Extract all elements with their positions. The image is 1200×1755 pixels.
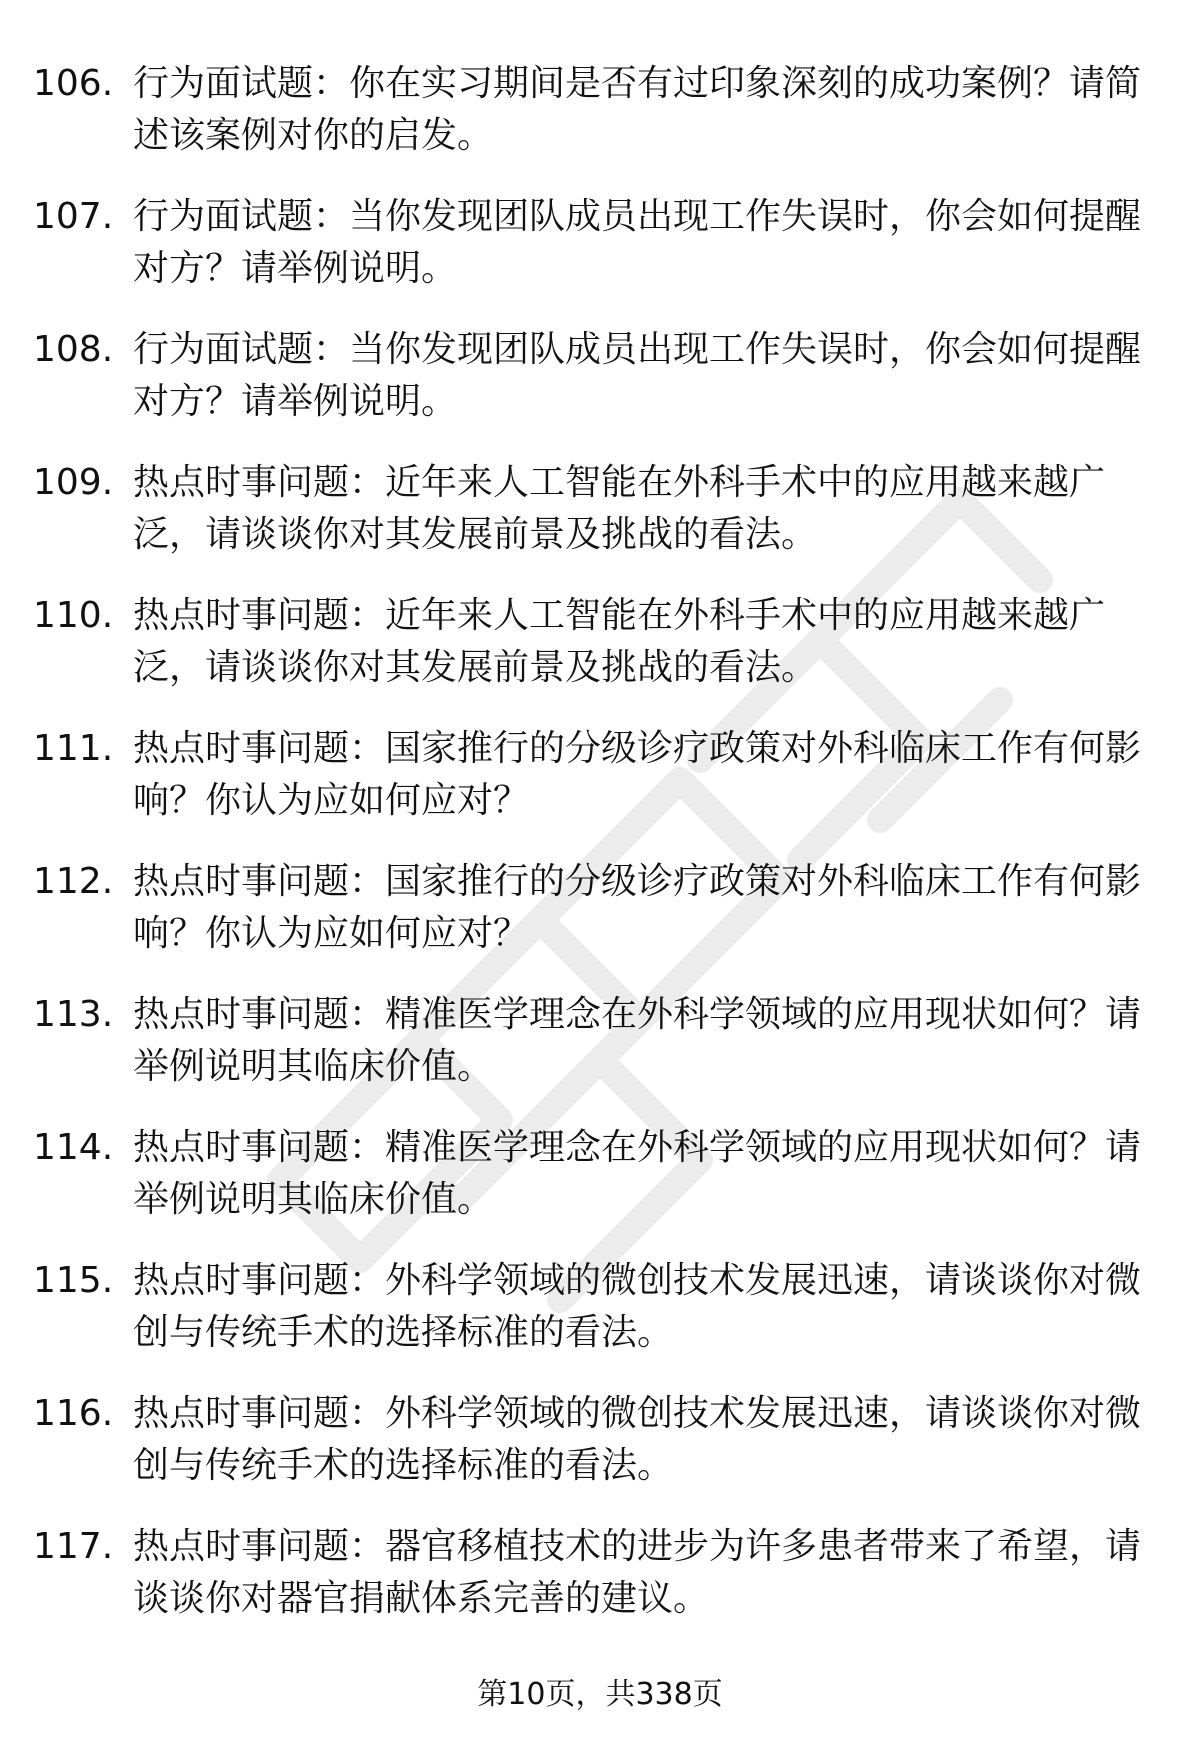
question-text: 热点时事问题：精准医学理念在外科学领域的应用现状如何？请举例说明其临床价值。 (133, 1127, 1142, 1220)
list-item (0, 590, 1200, 723)
list-item (0, 1255, 1200, 1388)
question-number: 111. (33, 728, 114, 769)
question-text: 行为面试题：当你发现团队成员出现工作失误时，你会如何提醒对方？请举例说明。 (133, 329, 1142, 422)
list-item (0, 58, 1200, 191)
list-item (0, 324, 1200, 457)
question-text: 热点时事问题：精准医学理念在外科学领域的应用现状如何？请举例说明其临床价值。 (133, 994, 1142, 1087)
list-item (0, 1521, 1200, 1654)
question-text: 行为面试题：你在实习期间是否有过印象深刻的成功案例？请简述该案例对你的启发。 (133, 63, 1142, 156)
question-text: 热点时事问题：器官移植技术的进步为许多患者带来了希望，请谈谈你对器官捐献体系完善的建议。 (133, 1526, 1142, 1619)
question-number: 114. (33, 1127, 114, 1168)
list-item (0, 723, 1200, 856)
question-number: 115. (33, 1260, 114, 1301)
question-text: 热点时事问题：近年来人工智能在外科手术中的应用越来越广泛，请谈谈你对其发展前景及挑战的看法。 (133, 595, 1106, 688)
list-item (0, 457, 1200, 590)
question-number: 107. (33, 196, 114, 237)
question-text: 热点时事问题：外科学领域的微创技术发展迅速，请谈谈你对微创与传统手术的选择标准的看法。 (133, 1260, 1142, 1353)
question-number: 113. (33, 994, 114, 1035)
question-number: 117. (33, 1526, 114, 1567)
list-item (0, 1122, 1200, 1255)
question-text: 热点时事问题：国家推行的分级诊疗政策对外科临床工作有何影响？你认为应如何应对？ (133, 861, 1142, 954)
list-item (0, 1388, 1200, 1521)
question-number: 112. (33, 861, 114, 902)
question-number: 110. (33, 595, 114, 636)
page-footer (0, 1675, 1200, 1715)
question-list (0, 58, 1200, 1654)
page-number-label: 第10页，共338页 (477, 1677, 723, 1712)
list-item (0, 856, 1200, 989)
question-text: 热点时事问题：国家推行的分级诊疗政策对外科临床工作有何影响？你认为应如何应对？ (133, 728, 1142, 821)
question-number: 116. (33, 1393, 114, 1434)
question-text: 行为面试题：当你发现团队成员出现工作失误时，你会如何提醒对方？请举例说明。 (133, 196, 1142, 289)
question-number: 109. (33, 462, 114, 503)
question-number: 106. (33, 63, 114, 104)
question-text: 热点时事问题：外科学领域的微创技术发展迅速，请谈谈你对微创与传统手术的选择标准的看法。 (133, 1393, 1142, 1486)
question-number: 108. (33, 329, 114, 370)
question-text: 热点时事问题：近年来人工智能在外科手术中的应用越来越广泛，请谈谈你对其发展前景及挑战的看法。 (133, 462, 1106, 555)
list-item (0, 191, 1200, 324)
list-item (0, 989, 1200, 1122)
